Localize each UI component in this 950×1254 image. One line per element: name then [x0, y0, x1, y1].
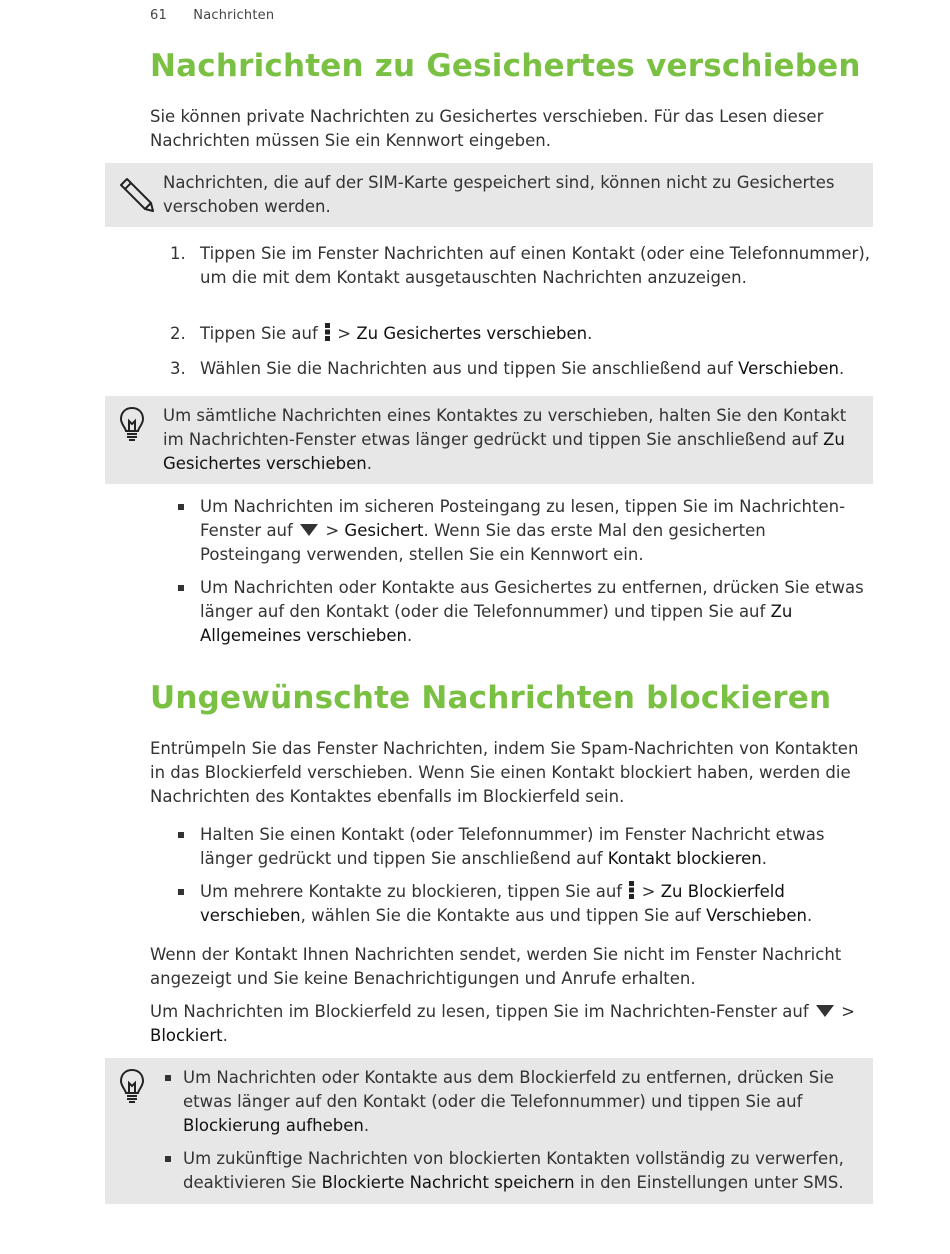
note-box: [105, 163, 873, 227]
bullet-marker: [178, 504, 184, 510]
tip-box: [105, 396, 873, 484]
bullet-text-bold: Zu Allgemeines verschieben: [200, 602, 793, 645]
page-number: 61: [150, 8, 167, 23]
running-header: [150, 8, 274, 23]
lightbulb-icon: [119, 1068, 145, 1106]
bullet-text: [200, 880, 870, 928]
bullet-text-pre: Halten Sie einen Kontakt (oder Telefonnummer) im Fenster Nachricht etwas länger gedrückt und tippen Sie anschließend auf: [200, 825, 825, 868]
step-text-post: .: [838, 359, 845, 378]
more-vertical-icon: [629, 881, 634, 899]
bullet-text-sep: >: [320, 521, 345, 540]
bullet-text-pre: Um mehrere Kontakte zu blockieren, tippen Sie auf: [200, 882, 623, 901]
step-text: Tippen Sie im Fenster Nachrichten auf einen Kontakt (oder eine Telefonnummer), um die mit dem Kontakt ausgetauschten Nachrichten anzuzeigen.: [200, 244, 871, 287]
tip-text-bold: Zu Gesichertes verschieben: [163, 430, 845, 473]
bullet-text-bold: Verschieben: [706, 906, 807, 925]
paragraph-text-sep: >: [835, 1002, 855, 1021]
tip-text-pre: Um sämtliche Nachrichten eines Kontaktes zu verschieben, halten Sie den Kontakt im Nachrichten-Fenster etwas länger gedrückt und tippen Sie anschließend auf: [163, 406, 847, 449]
step-text-sep: >: [332, 324, 357, 343]
paragraph-text-bold: Blockiert: [150, 1026, 223, 1045]
bullet-text-bold: Gesichert: [344, 521, 424, 540]
section-title-block: Ungewünschte Nachrichten blockieren: [150, 680, 832, 716]
bullet-text-pre: Um zukünftige Nachrichten von blockierten Kontakten vollständig zu verwerfen, deaktivieren Sie: [183, 1149, 844, 1192]
tip-text-post: .: [366, 454, 372, 473]
paragraph-text-pre: Um Nachrichten im Blockierfeld zu lesen, tippen Sie im Nachrichten-Fenster auf: [150, 1002, 809, 1021]
step-number: 1.: [170, 244, 186, 263]
bullet-text-post: , wählen Sie die Kontakte aus und tippen Sie auf: [300, 906, 707, 925]
section-title-secure: Nachrichten zu Gesichertes verschieben: [150, 48, 861, 84]
note-text: Nachrichten, die auf der SIM-Karte gespeichert sind, können nicht zu Gesichertes verschoben werden.: [163, 173, 835, 216]
step-text-bold: Zu Gesichertes verschieben: [356, 324, 588, 343]
bullet-text-post: in den Einstellungen unter SMS.: [574, 1173, 844, 1192]
bullet-marker: [178, 832, 184, 838]
triangle-down-icon: [816, 1005, 834, 1017]
bullet-text-bold: Blockierung aufheben: [183, 1116, 364, 1135]
intro-paragraph-block: Entrümpeln Sie das Fenster Nachrichten, indem Sie Spam-Nachrichten von Kontakten in das Blockierfeld verschieben. Wenn Sie einen Kontakt blockiert haben, werden die Nachrichten des Kontaktes ebenfalls im Blockierfeld sein.: [150, 739, 859, 806]
bullet-text-bold: Blockierte Nachricht speichern: [321, 1173, 575, 1192]
more-vertical-icon: [325, 323, 330, 341]
bullet-text-bold: Kontakt blockieren: [607, 849, 762, 868]
bullet-text-post: .: [806, 906, 813, 925]
step-text-pre: Wählen Sie die Nachrichten aus und tippen Sie anschließend auf: [200, 359, 739, 378]
bullet-text-pre: Um Nachrichten oder Kontakte aus dem Blockierfeld zu entfernen, drücken Sie etwas länger auf den Kontakt (oder die Telefonnummer) und tippen Sie auf: [183, 1068, 834, 1111]
bullet-marker: [178, 585, 184, 591]
tip-bullet-text: [183, 1147, 855, 1195]
paragraph-text-post: .: [222, 1026, 228, 1045]
step-text: [200, 357, 870, 381]
tip-text: [163, 404, 851, 476]
pencil-icon: [115, 173, 155, 213]
blocked-read-paragraph: [150, 1000, 870, 1048]
tip-bullet-text: [183, 1066, 855, 1138]
step-number: 2.: [170, 324, 186, 343]
bullet-text-post: . Wenn Sie das erste Mal den gesicherten Posteingang verwenden, stellen Sie ein Kennwort ein.: [200, 521, 766, 564]
bullet-marker: [165, 1075, 171, 1081]
step-text-bold: Verschieben: [738, 359, 839, 378]
bullet-text-post: .: [406, 626, 413, 645]
triangle-down-icon: [300, 524, 318, 536]
bullet-text: [200, 495, 870, 567]
bullet-text: [200, 576, 870, 648]
step-text-pre: Tippen Sie auf: [200, 324, 318, 343]
bullet-text-pre: Um Nachrichten oder Kontakte aus Gesichertes zu entfernen, drücken Sie etwas länger auf den Kontakt (oder die Telefonnummer) und tippen Sie auf: [200, 578, 864, 621]
bullet-marker: [178, 889, 184, 895]
intro-paragraph-secure: Sie können private Nachrichten zu Gesichertes verschieben. Für das Lesen dieser Nachrichten müssen Sie ein Kennwort eingeben.: [150, 107, 824, 150]
tip-box: [105, 1058, 873, 1204]
section-name: Nachrichten: [193, 8, 275, 23]
bullet-text: [200, 823, 870, 871]
blocked-info-paragraph: Wenn der Kontakt Ihnen Nachrichten sendet, werden Sie nicht im Fenster Nachricht angezeigt und Sie keine Benachrichtigungen und Anrufe erhalten.: [150, 945, 842, 988]
bullet-text-sep: >: [636, 882, 661, 901]
bullet-text-pre: Um Nachrichten im sicheren Posteingang zu lesen, tippen Sie im Nachrichten-Fenster auf: [200, 497, 846, 540]
step-text: [200, 322, 870, 346]
bullet-marker: [165, 1156, 171, 1162]
step-number: 3.: [170, 359, 186, 378]
step-text-post: .: [587, 324, 593, 343]
bullet-text-bold: Zu Blockierfeld verschieben: [200, 882, 785, 925]
lightbulb-icon: [119, 406, 145, 444]
bullet-text-post: .: [363, 1116, 370, 1135]
bullet-text-post: .: [761, 849, 767, 868]
